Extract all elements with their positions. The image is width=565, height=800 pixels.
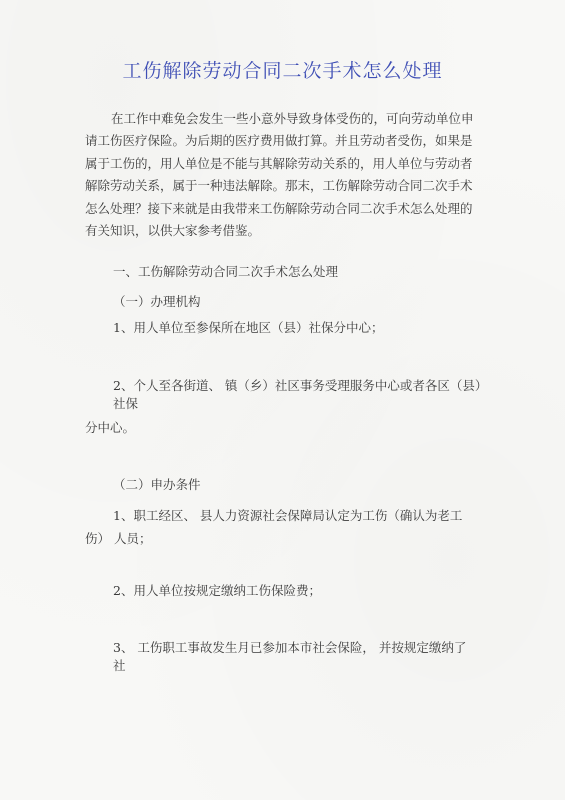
list-item-continuation: 社 xyxy=(113,658,126,673)
list-item: 2、用人单位按规定缴纳工伤保险费； xyxy=(113,583,321,598)
list-item-continuation: 分中心。 xyxy=(85,420,136,435)
subsection-heading-conditions: （二）申办条件 xyxy=(113,477,201,492)
document-title: 工伤解除劳动合同二次手术怎么处理 xyxy=(122,60,443,82)
section-heading: 一、工伤解除劳动合同二次手术怎么处理 xyxy=(113,264,339,279)
list-item: 2、个人至各街道、 镇（乡）社区事务受理服务中心或者各区（县） xyxy=(113,378,488,393)
list-item: 3、 工伤职工事故发生月已参加本市社会保险， 并按规定缴纳了 xyxy=(113,640,467,655)
list-item-continuation: 社保 xyxy=(113,396,139,411)
list-item-continuation: 伤） 人员； xyxy=(85,531,152,546)
subsection-heading-agency: （一）办理机构 xyxy=(113,294,201,309)
list-item: 1、职工经区、 县人力资源社会保障局认定为工伤（确认为老工 xyxy=(113,508,463,523)
list-item: 1、用人单位至参保所在地区（县）社保分中心； xyxy=(113,320,384,335)
intro-paragraph: 在工作中难免会发生一些小意外导致身体受伤的，可向劳动单位申请工伤医疗保险。为后期的医疗费用做打算。并且劳动者受伤，如果是属于工伤的，用人单位是不能与其解除劳动关系的，用人单位与劳动者解除劳动关系，属于一种违法解除。那末，工伤解除劳动合同二次手术怎么处理？接下来就是由我带来工伤解除劳动合同二次手术怎么处理的有关知识，以供大家参考借鉴。 xyxy=(85,111,474,239)
